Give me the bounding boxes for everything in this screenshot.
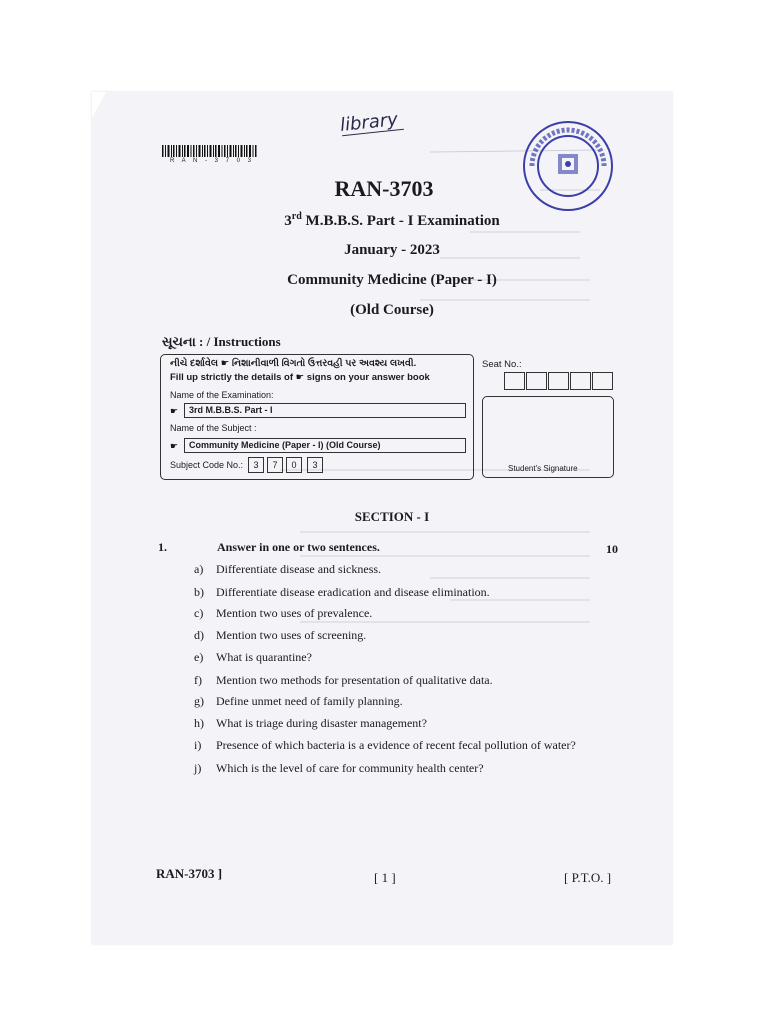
pointing-hand-icon: ☛ [170, 441, 179, 451]
exam-title-text: M.B.B.S. Part - I Examination [301, 213, 500, 229]
seat-number-label: Seat No.: [482, 359, 522, 370]
signature-label: Student's Signature [508, 464, 578, 473]
exam-course: (Old Course) [350, 302, 434, 318]
question-text: Answer in one or two sentences. [217, 540, 380, 554]
exam-name-field: 3rd M.B.B.S. Part - I [184, 403, 466, 418]
subject-name-field: Community Medicine (Paper - I) (Old Course) [184, 438, 466, 453]
gujarati-instruction: નીચે દર્શાવેલ ☛ નિશાનીવાળી વિગતો ઉત્તરવહી પર અવશ્ય લખવી. [170, 358, 417, 369]
item-letter: g) [194, 694, 204, 708]
seat-number-box [548, 372, 569, 390]
seat-number-box [504, 372, 525, 390]
item-text: Differentiate disease eradication and disease elimination. [216, 585, 490, 599]
instructions-heading: સૂચના : / Instructions [162, 334, 281, 349]
exam-title [0, 211, 768, 230]
barcode-text: R A N - 3 7 0 3 [170, 158, 255, 164]
item-text: Define unmet need of family planning. [216, 694, 403, 708]
question-number: 1. [158, 540, 167, 554]
exam-name-label: Name of the Examination: [170, 390, 274, 400]
item-text: Mention two uses of prevalence. [216, 606, 373, 620]
subject-code-digit: 3 [248, 457, 264, 473]
exam-code: RAN-3703 [334, 176, 434, 201]
handwritten-library-note: library [339, 109, 399, 136]
item-letter: c) [194, 606, 204, 620]
item-text: Presence of which bacteria is a evidence of recent fecal pollution of water? [216, 738, 576, 752]
seat-number-box [526, 372, 547, 390]
exam-date: January - 2023 [344, 242, 440, 258]
footer-paper-code: RAN-3703 ] [156, 866, 223, 881]
question-marks: 10 [606, 542, 618, 556]
exam-title-number: 3 [284, 213, 292, 229]
barcode-icon [162, 145, 258, 157]
item-text: What is quarantine? [216, 650, 312, 664]
item-letter: h) [194, 716, 204, 730]
item-letter: j) [194, 761, 202, 775]
subject-code-digit: 0 [286, 457, 302, 473]
item-letter: d) [194, 628, 204, 642]
footer-page-number: [ 1 ] [374, 870, 396, 885]
section-heading: SECTION - I [354, 509, 430, 524]
subject-code-label: Subject Code No.: [170, 460, 244, 470]
subject-code-digit: 7 [267, 457, 283, 473]
item-letter: i) [194, 738, 202, 752]
item-text: Which is the level of care for community health center? [216, 761, 484, 775]
item-text: What is triage during disaster management? [216, 716, 427, 730]
seat-number-box [570, 372, 591, 390]
item-text: Differentiate disease and sickness. [216, 562, 382, 576]
item-letter: e) [194, 650, 204, 664]
item-text: Mention two uses of screening. [216, 628, 367, 642]
subject-name-label: Name of the Subject : [170, 423, 257, 433]
exam-title-suffix: rd [291, 211, 302, 222]
item-letter: b) [194, 585, 204, 599]
exam-subject: Community Medicine (Paper - I) [287, 272, 497, 288]
item-text: Mention two methods for presentation of qualitative data. [216, 673, 493, 687]
item-letter: f) [194, 673, 202, 687]
pointing-hand-icon: ☛ [170, 406, 179, 416]
footer-pto: [ P.T.O. ] [564, 870, 612, 885]
fill-instruction: Fill up strictly the details of ☛ signs on your answer book [170, 372, 430, 383]
subject-code-digit: 3 [307, 457, 323, 473]
seat-number-box [592, 372, 613, 390]
item-letter: a) [194, 562, 204, 576]
